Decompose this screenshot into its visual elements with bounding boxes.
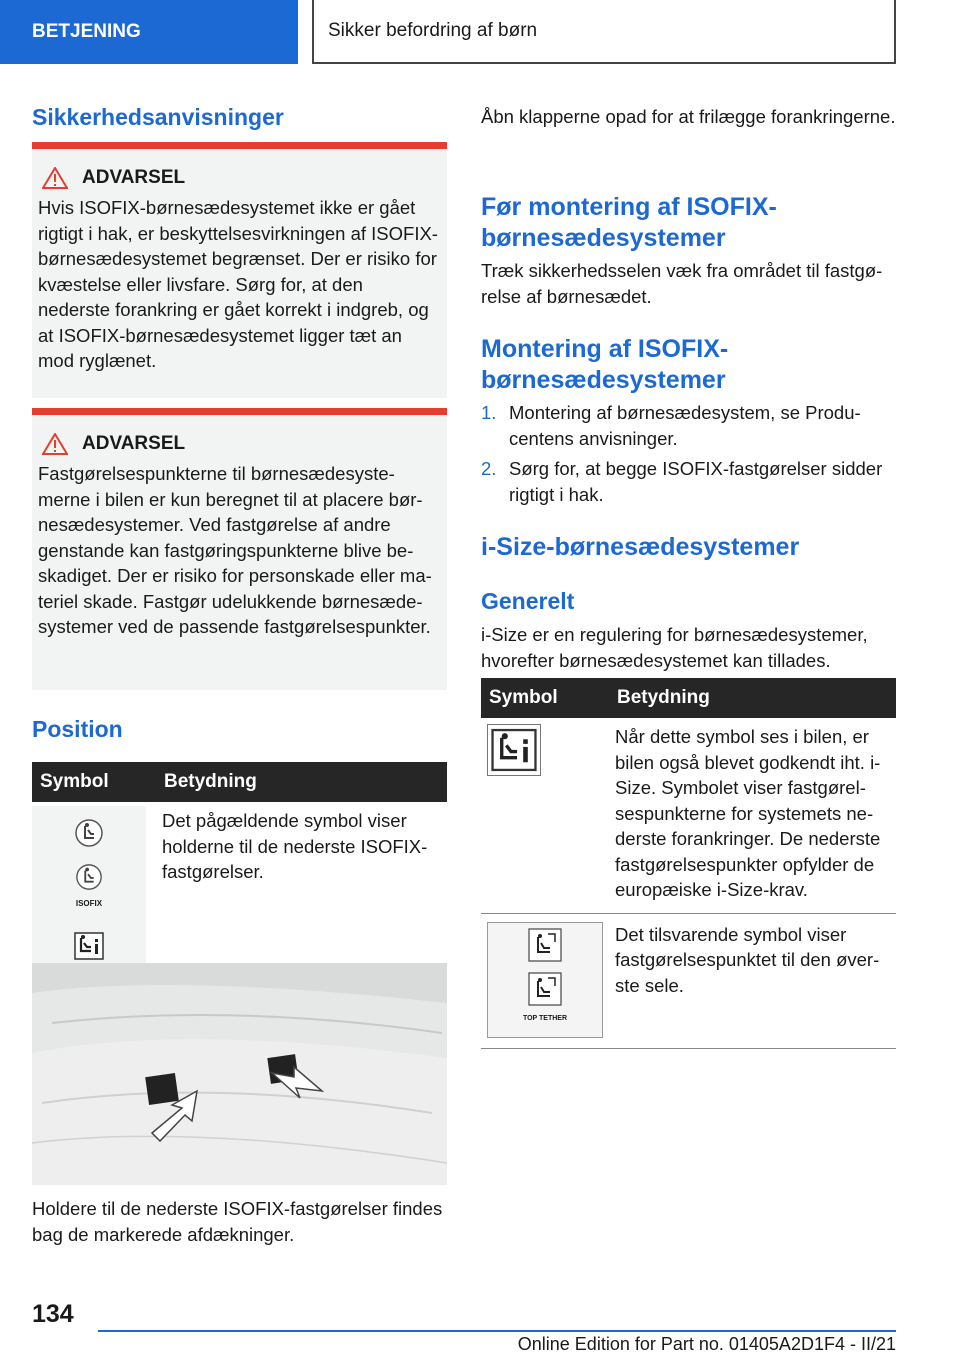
meaning-cell: Det pågældende symbol viser holderne til de nederste ISOFIX-fastgørelser. <box>156 802 447 981</box>
col-symbol-header: Symbol <box>32 762 156 802</box>
general-text: i-Size er en regulering for børnesædesystemer, hvorefter børnesædesystemet kan tillades. <box>481 624 868 671</box>
edition-text: Online Edition for Part no. 01405A2D1F4 - II/21 <box>517 1334 896 1354</box>
footer-divider <box>98 1330 896 1332</box>
list-item <box>481 456 896 507</box>
warning-1-text: Hvis ISOFIX-børnesædesystemet ikke er gået rigtigt i hak, er beskyttelsesvirkningen af ISOFIX-børnesædesystemet begrænset. Der er risiko for kvæstelse eller livsfare. Sørg for, at den nederste forankring er gået korrekt i indgreb, og at ISOFIX-børnesædesystemet ligger tæt an mod ryglænet. <box>38 197 438 371</box>
step-text: Montering af børnesædesystem, se Producentens anvisninger. <box>509 402 861 449</box>
mount-steps-list <box>481 400 896 512</box>
warning-triangle-icon <box>42 167 68 189</box>
isize-heading: i-Size-børnesædesystemer <box>481 533 800 561</box>
warning-box-1 <box>32 142 447 398</box>
symbol-cell <box>481 718 609 913</box>
position-heading: Position <box>32 716 123 742</box>
intro-text: Åbn klapperne opad for at frilægge forankringerne. <box>481 106 896 127</box>
isize-seat-icon <box>74 932 104 960</box>
rear-seat-illustration <box>32 963 447 1185</box>
before-mount-text: Træk sikkerhedsselen væk fra området til fastgørelse af børnesædet. <box>481 260 883 307</box>
photo-caption: Holdere til de nederste ISOFIX-fastgørelser findes bag de markerede afdækninger. <box>32 1198 443 1245</box>
isize-table <box>481 678 896 1049</box>
step-text: Sørg for, at begge ISOFIX-fastgørelser sidder rigtigt i hak. <box>509 458 883 505</box>
general-heading: Generelt <box>481 588 575 614</box>
col-meaning-header: Betydning <box>609 678 896 718</box>
warning-1-title: ADVARSEL <box>82 167 186 188</box>
before-mount-heading: Før montering af ISOFIX-børnesædesystemer <box>481 193 777 252</box>
safety-heading: Sikkerhedsanvisninger <box>32 104 284 130</box>
isize-seat-icon <box>491 728 537 772</box>
isofix-seat-icon <box>74 818 104 848</box>
warning-2-title: ADVARSEL <box>82 433 186 454</box>
step-number: 1. <box>481 402 497 423</box>
top-tether-icon <box>528 928 562 962</box>
position-table <box>32 762 447 981</box>
meaning-cell: Når dette symbol ses i bilen, er bilen også blevet godkendt iht. i-Size. Symbolet viser fastgørelsespunkterne for systemets nederste forankringer. De nederste fastgørelsespunkter opfylder de europæiske i-Size-krav. <box>609 718 896 913</box>
list-item <box>481 400 896 451</box>
col-meaning-header: Betydning <box>156 762 447 802</box>
col-symbol-header: Symbol <box>481 678 609 718</box>
warning-box-2 <box>32 408 447 690</box>
meaning-cell: Det tilsvarende symbol viser fastgørelsespunktet til den øverste sele. <box>609 913 896 1048</box>
header-chapter-title: Sikker befordring af børn <box>312 0 896 64</box>
top-tether-label: TOP TETHER <box>522 1014 568 1022</box>
isofix-label: ISOFIX <box>75 899 103 909</box>
symbol-cell <box>32 802 156 981</box>
step-number: 2. <box>481 458 497 479</box>
warning-triangle-icon <box>42 433 68 455</box>
warning-2-text: Fastgørelsespunkterne til børnesædesystemerne i bilen er kun beregnet til at placere børnesædesystemer. Ved fastgørelse af andre genstande kan fastgøringspunkterne blive beskadiget. Der er risiko for personskade eller materiel skade. Fastgør udelukkende børnesædesystemer ved de passende fastgørelsespunkter. <box>38 463 432 637</box>
symbol-cell <box>481 913 609 1048</box>
header-section-tab: BETJENING <box>0 0 298 64</box>
isofix-seat-icon <box>75 863 103 891</box>
top-tether-icon <box>528 972 562 1006</box>
page-number: 134 <box>32 1300 74 1328</box>
rear-seat-photo <box>32 963 447 1185</box>
mount-heading: Montering af ISOFIX-børnesædesystemer <box>481 335 729 394</box>
